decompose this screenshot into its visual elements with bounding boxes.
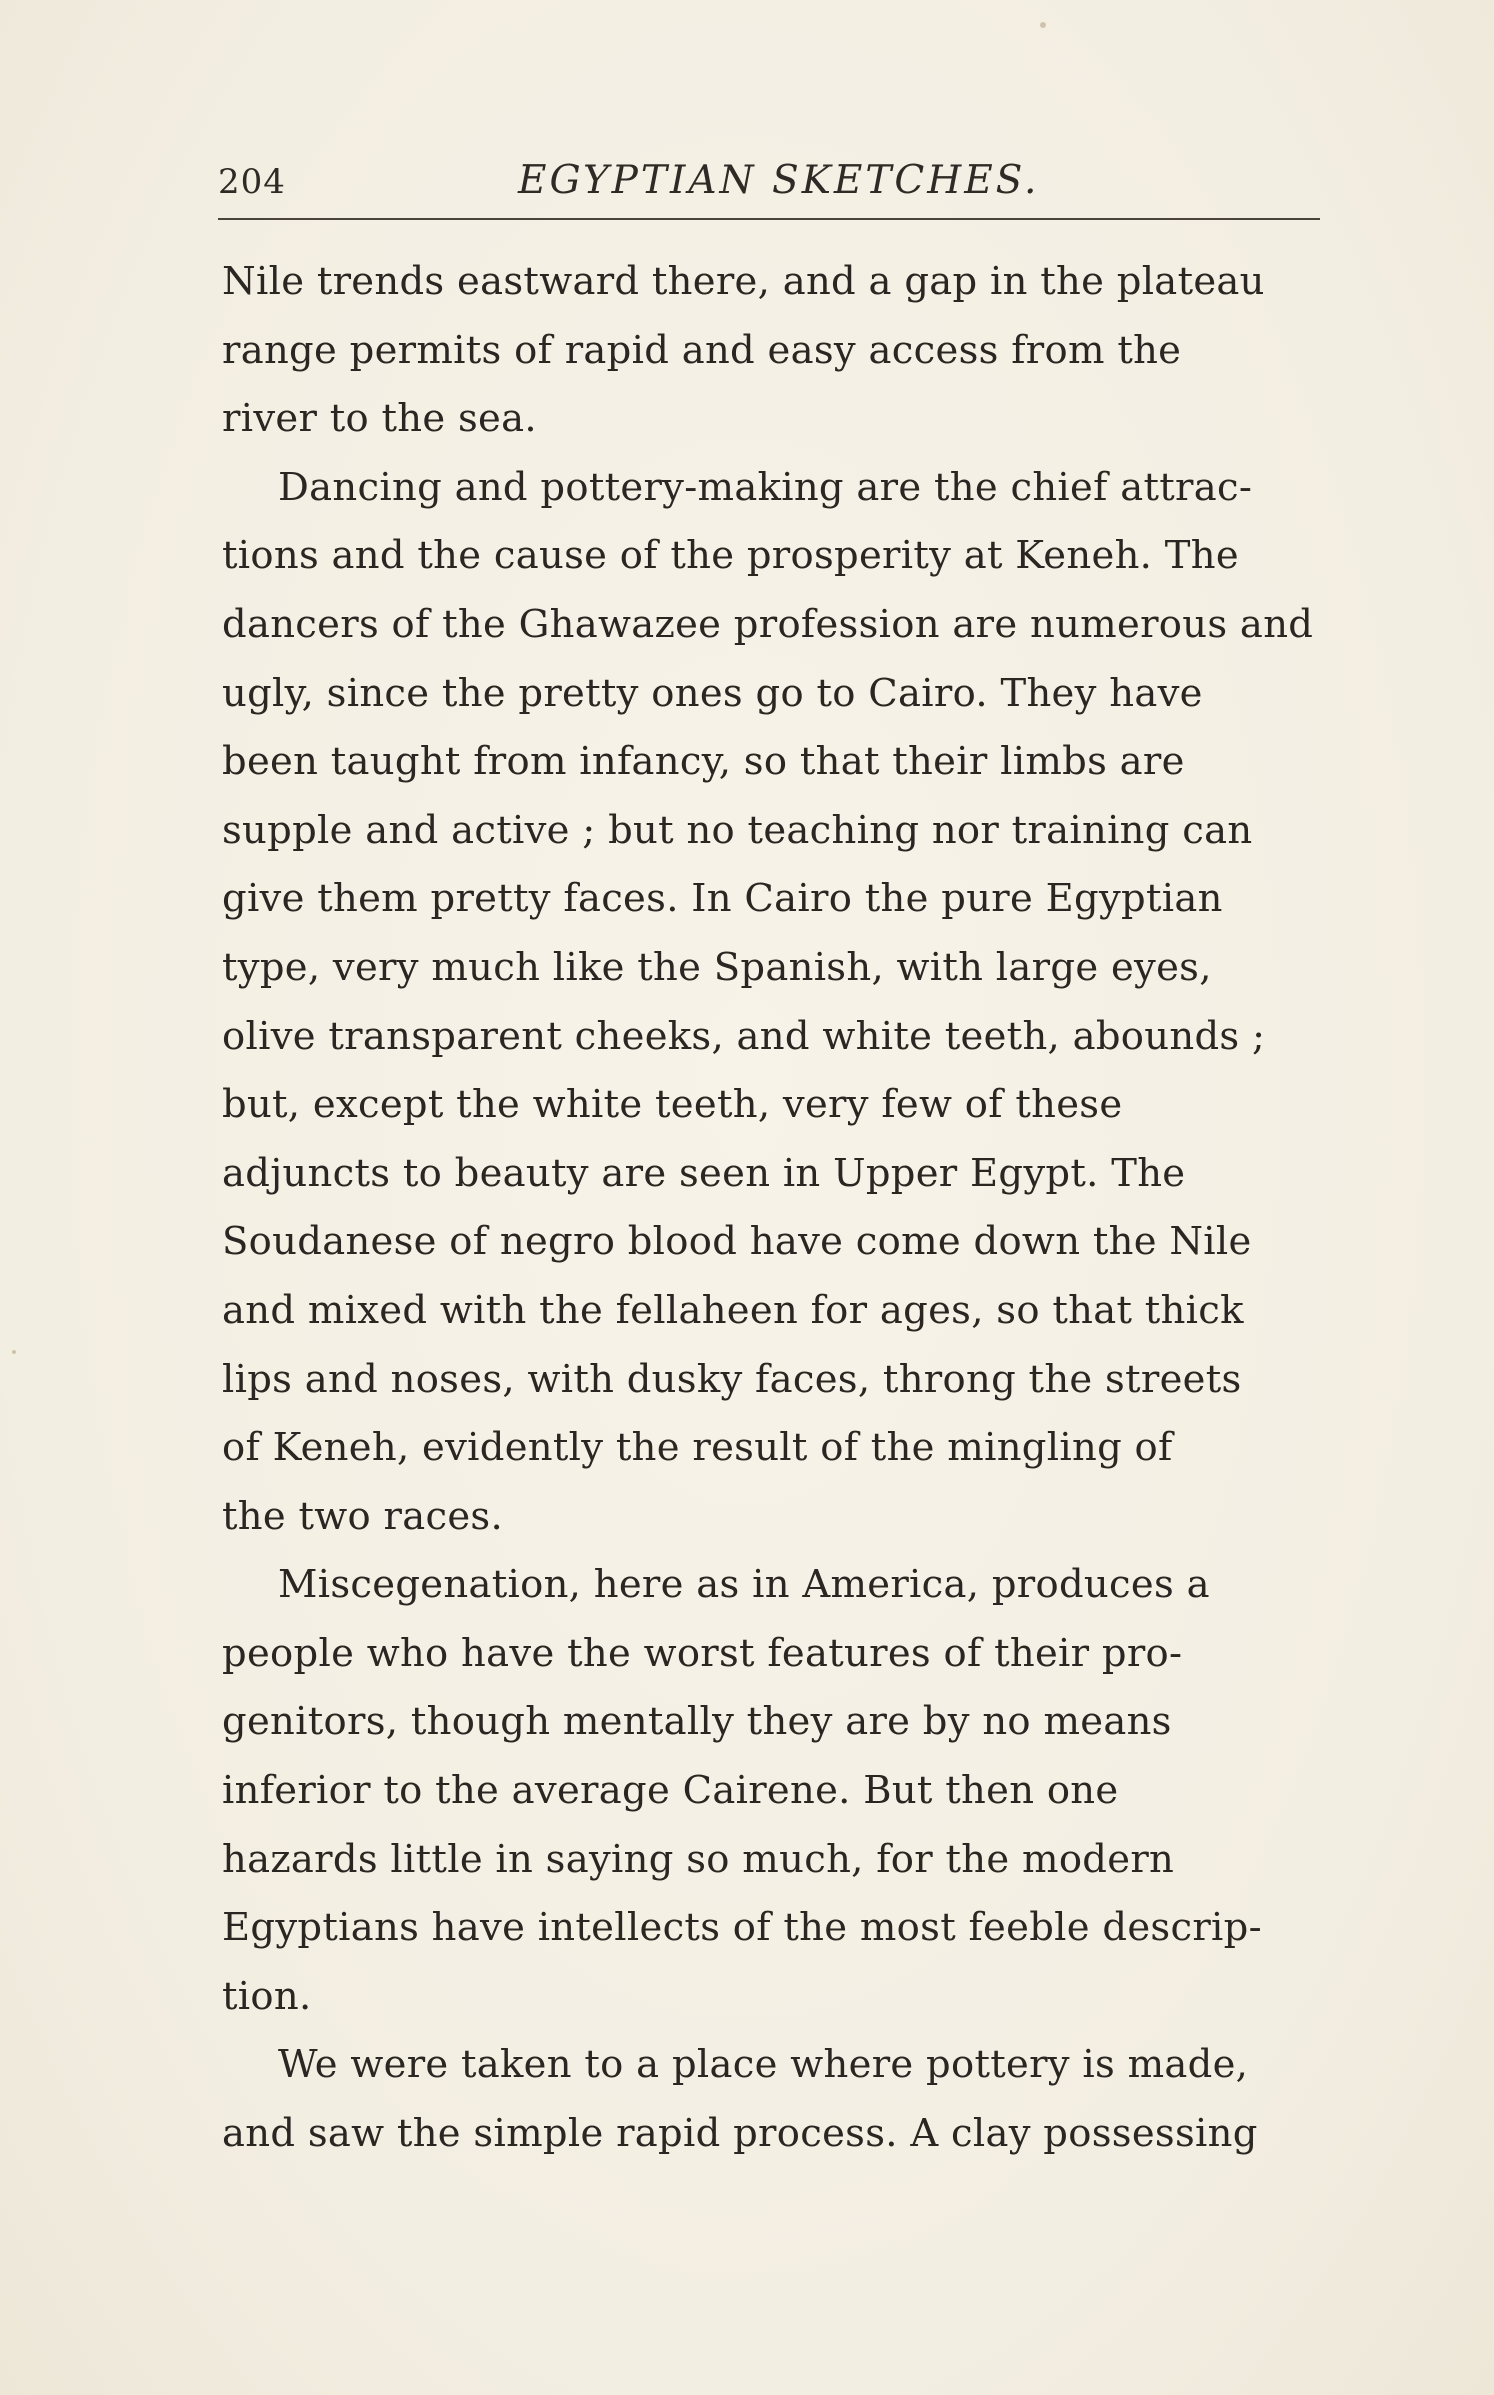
paper-speck xyxy=(12,1350,16,1354)
page-number: 204 xyxy=(218,162,286,202)
paper-speck xyxy=(1040,22,1046,28)
page-header xyxy=(218,152,1320,212)
body-text xyxy=(222,248,1358,2169)
paragraph-1: Nile trends eastward there, and a gap in the plateau range permits of rapid and easy access from the river to the sea. xyxy=(222,259,1265,442)
running-title: EGYPTIAN SKETCHES. xyxy=(518,158,1040,203)
paragraph-2: Dancing and pottery-making are the chief attrac- tions and the cause of the prosperity at Keneh. The dancers of the Ghawazee profession are numerous and ugly, since the pretty ones go to Cairo. They have been taught from infancy, so that their limbs are supple and active ; but no teaching nor training can give them pretty faces. In Cairo the pure Egyptian type, very much like the Spanish, with large eyes, olive transparent cheeks, and white teeth, abounds ; but, except the white teeth, very few of these adjuncts to beauty are seen in Upper Egypt. The Soudanese of negro blood have come down the Nile and mixed with the fellaheen for ages, so that thick lips and noses, with dusky faces, throng the streets of Keneh, evidently the result of the mingling of the two races. xyxy=(222,464,1314,1539)
header-rule xyxy=(218,218,1320,220)
paragraph-4: We were taken to a place where pottery is made, and saw the simple rapid process. A clay possessing xyxy=(222,2042,1258,2157)
paragraph-3: Miscegenation, here as in America, produces a people who have the worst features of their pro- genitors, though mentally they are by no means inferior to the average Cairene. But then one hazards little in saying so much, for the modern Egyptians have intellects of the most feeble descrip- tion. xyxy=(222,1562,1262,2019)
